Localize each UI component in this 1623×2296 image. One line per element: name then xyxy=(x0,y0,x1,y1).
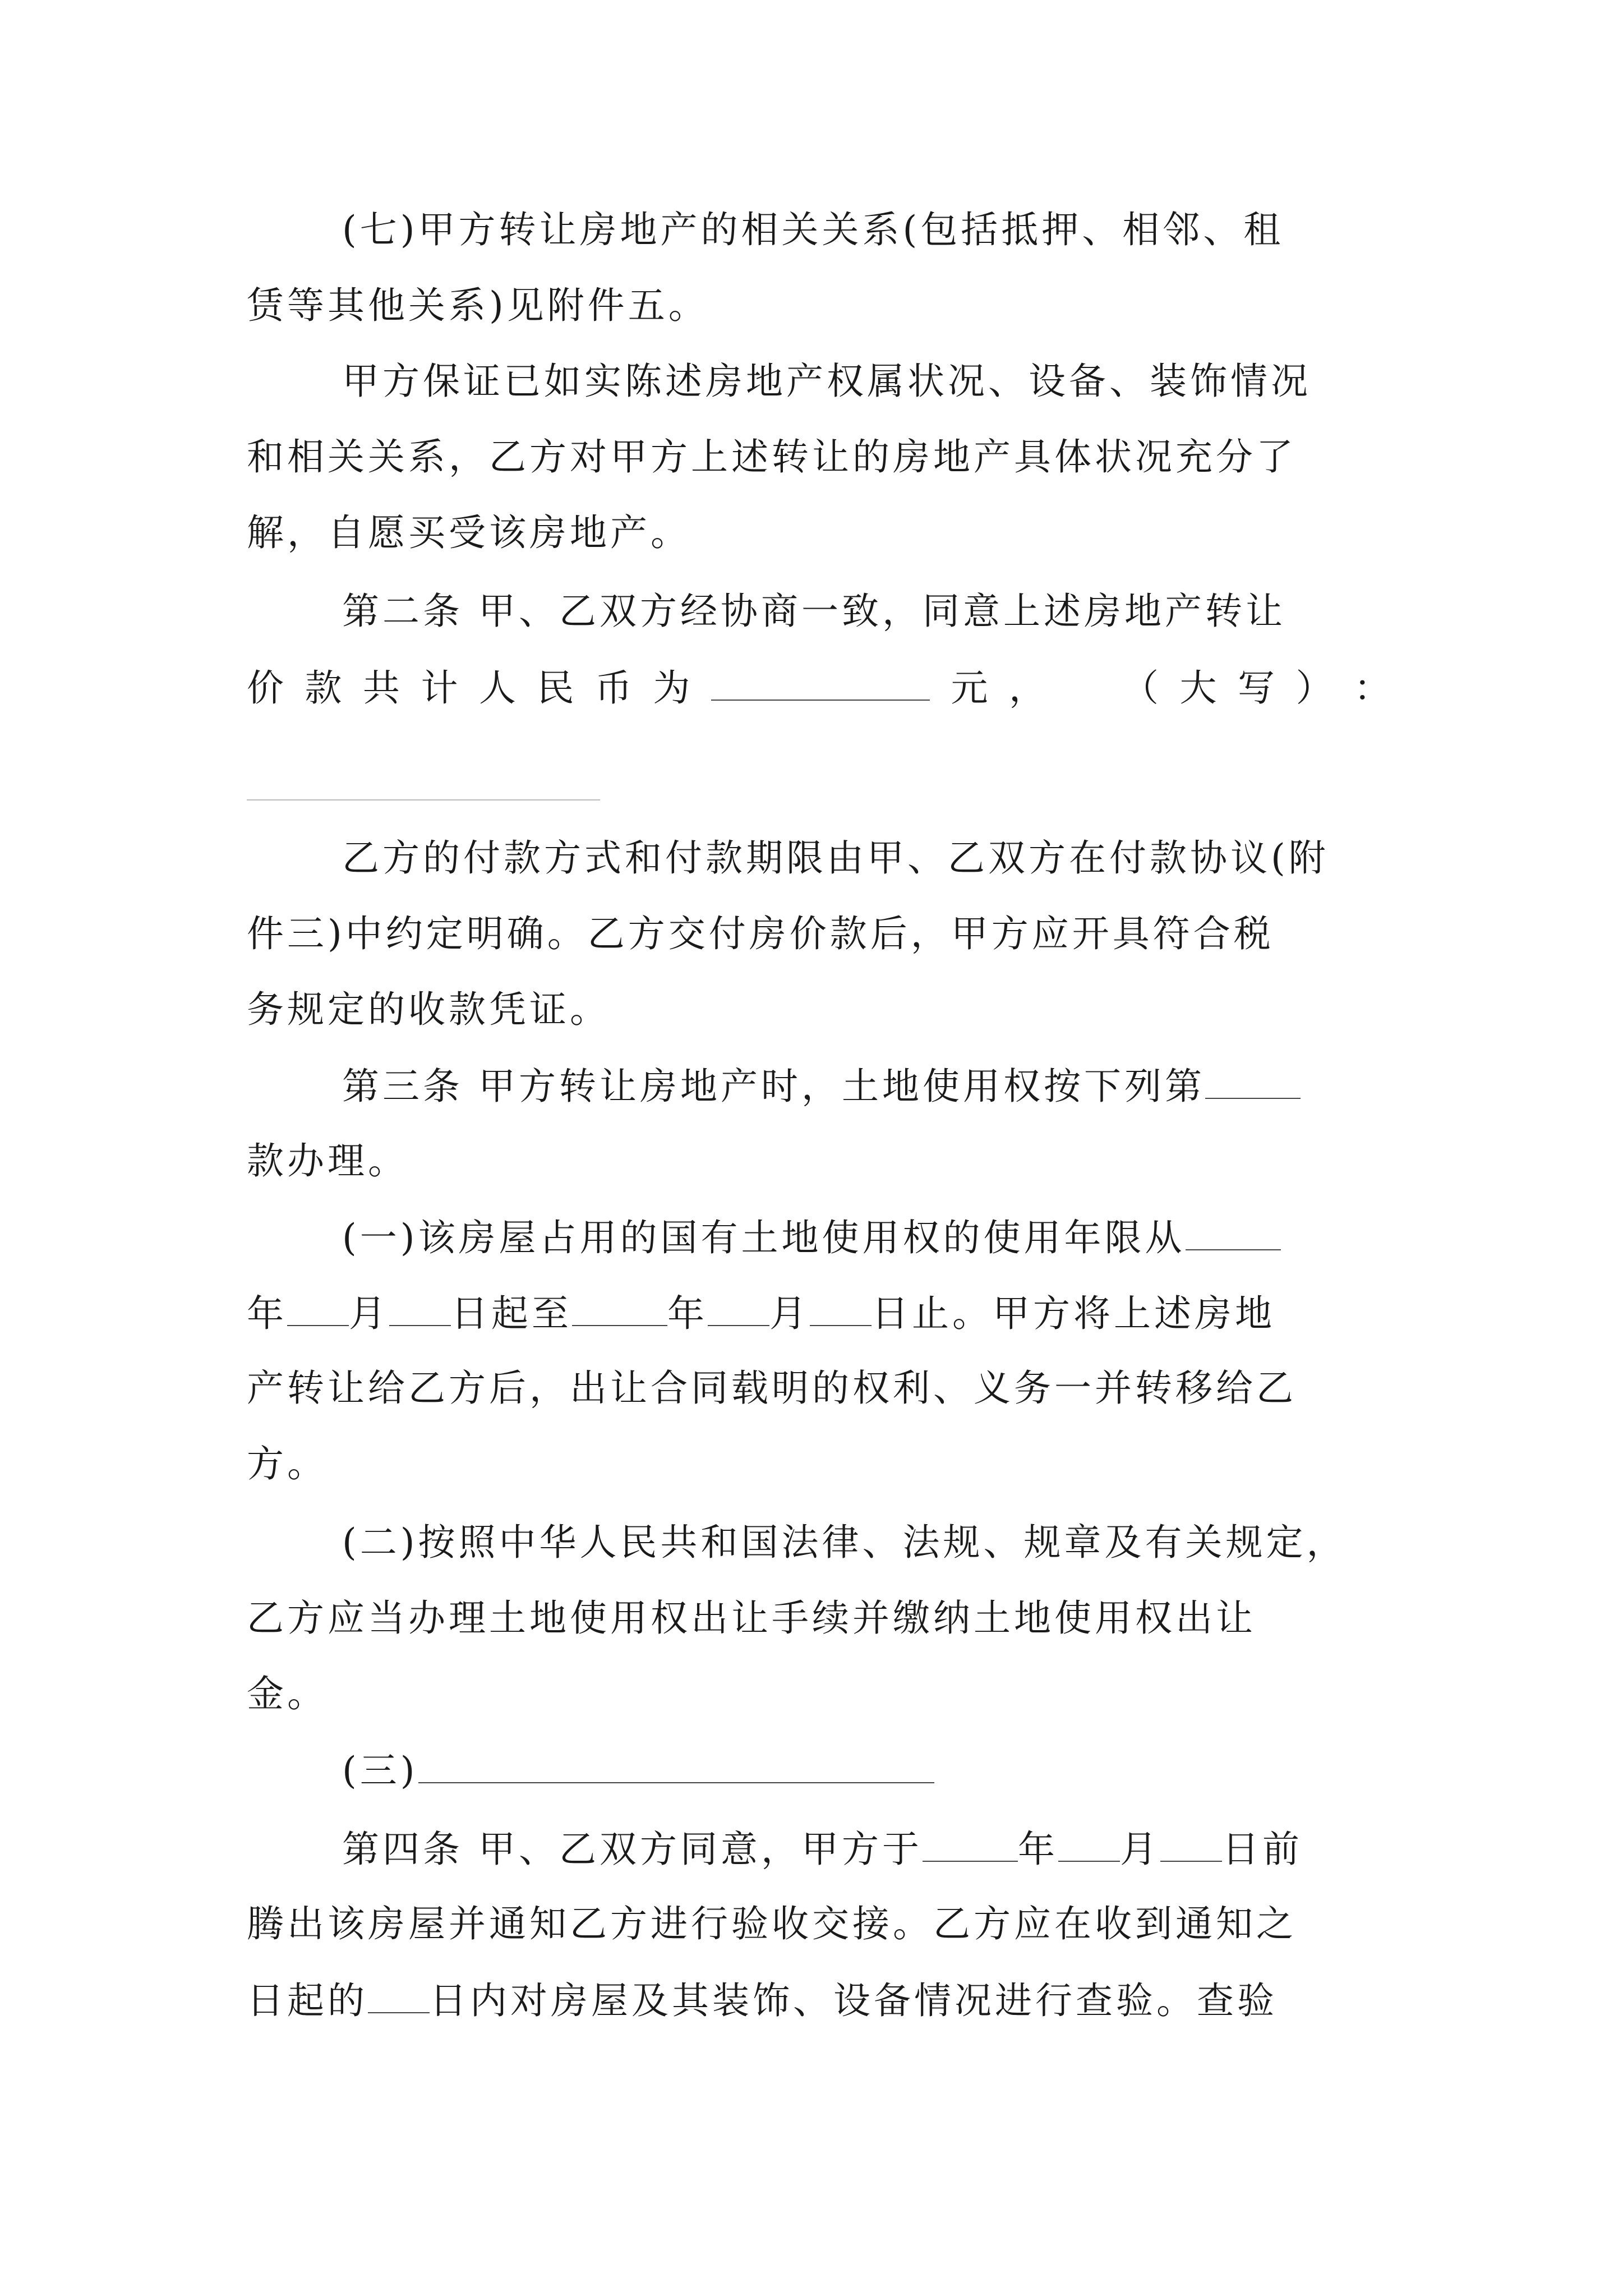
payment-line-3: 务规定的收款凭证。 xyxy=(247,988,610,1031)
article-4-text-3a: 日起的 xyxy=(247,1979,368,2022)
month-label: 月 xyxy=(769,1292,810,1335)
price-amount-blank[interactable] xyxy=(711,665,930,701)
price-char: 为 xyxy=(653,666,690,710)
price-in-words-blank[interactable] xyxy=(247,799,600,800)
end-month-blank[interactable] xyxy=(708,1290,769,1326)
article-3-line-1 xyxy=(342,1063,1301,1109)
price-char: 共 xyxy=(363,666,400,710)
end-day-blank[interactable] xyxy=(810,1290,872,1326)
daxie-char: （ xyxy=(1122,666,1159,710)
clause-1-line-3: 产转让给乙方后，出让合同载明的权利、义务一并转移给乙 xyxy=(247,1366,1297,1410)
guarantee-line-2: 和相关关系，乙方对甲方上述转让的房地产具体状况充分了 xyxy=(247,435,1297,478)
clause-1-line-4: 方。 xyxy=(247,1442,328,1485)
month-label: 月 xyxy=(349,1292,389,1335)
guarantee-line-1: 甲方保证已如实陈述房地产权属状况、设备、装饰情况 xyxy=(342,360,1311,403)
start-day-blank[interactable] xyxy=(389,1290,451,1326)
daxie-char: ） xyxy=(1295,666,1333,710)
clause-2-line-2: 乙方应当办理土地使用权出让手续并缴纳土地使用权出让 xyxy=(247,1596,1256,1640)
year-label: 年 xyxy=(667,1292,708,1335)
clause-1-line-1 xyxy=(342,1214,1281,1260)
article-4-line-2: 腾出该房屋并通知乙方进行验收交接。乙方应在收到通知之 xyxy=(247,1902,1297,1945)
para-7-line-1: (七)甲方转让房地产的相关关系(包括抵押、相邻、租 xyxy=(342,208,1284,251)
para-7-line-2: 赁等其他关系)见附件五。 xyxy=(247,284,709,327)
clause-1-text-2: 日止。甲方将上述房地 xyxy=(872,1292,1275,1335)
payment-line-1: 乙方的付款方式和付款期限由甲、乙双方在付款协议(附 xyxy=(342,836,1329,880)
daxie-char: 写 xyxy=(1238,666,1275,710)
clause-2-line-1: (二)按照中华人民共和国法律、法规、规章及有关规定， xyxy=(342,1521,1347,1564)
price-comma: ， xyxy=(1009,666,1046,710)
price-unit: 元 xyxy=(951,666,988,710)
before-label: 日前 xyxy=(1221,1828,1303,1871)
day-from-label: 日起至 xyxy=(451,1292,572,1335)
vacate-month-blank[interactable] xyxy=(1058,1826,1120,1862)
price-char: 人 xyxy=(479,666,516,710)
article-3-line-2: 款办理。 xyxy=(247,1139,408,1182)
start-year-blank[interactable] xyxy=(1186,1214,1281,1250)
article-3-text: 第三条 甲方转让房地产时，土地使用权按下列第 xyxy=(342,1065,1205,1108)
article-4-text: 第四条 甲、乙双方同意，甲方于 xyxy=(342,1828,923,1871)
start-month-blank[interactable] xyxy=(287,1290,349,1326)
price-char: 价 xyxy=(247,666,284,710)
guarantee-line-3: 解，自愿买受该房地产。 xyxy=(247,511,691,554)
year-label: 年 xyxy=(247,1292,287,1335)
clause-number-blank[interactable] xyxy=(1205,1063,1301,1099)
price-char: 民 xyxy=(537,666,574,710)
year-label: 年 xyxy=(1017,1828,1058,1871)
daxie-char: 大 xyxy=(1179,666,1217,710)
price-char: 计 xyxy=(421,666,458,710)
clause-3-line-1 xyxy=(342,1747,934,1793)
payment-line-2: 件三)中约定明确。乙方交付房价款后，甲方应开具符合税 xyxy=(247,912,1274,955)
month-label: 月 xyxy=(1119,1828,1160,1871)
vacate-day-blank[interactable] xyxy=(1160,1826,1222,1862)
clause-3-label: (三) xyxy=(342,1749,418,1792)
clause-1-line-2 xyxy=(247,1290,1275,1336)
clause-3-blank[interactable] xyxy=(418,1747,934,1783)
article-2-line-2 xyxy=(247,665,1391,711)
daxie-char: ： xyxy=(1354,666,1391,710)
clause-2-line-3: 金。 xyxy=(247,1672,328,1715)
vacate-year-blank[interactable] xyxy=(923,1826,1018,1862)
article-4-line-1 xyxy=(342,1826,1303,1872)
price-char: 币 xyxy=(595,666,632,710)
article-2-line-1: 第二条 甲、乙双方经协商一致，同意上述房地产转让 xyxy=(342,590,1286,633)
end-year-blank[interactable] xyxy=(572,1290,667,1326)
inspection-days-blank[interactable] xyxy=(368,1977,430,2013)
article-4-line-3 xyxy=(247,1977,1278,2023)
article-4-text-3b: 日内对房屋及其装饰、设备情况进行查验。查验 xyxy=(430,1979,1278,2022)
price-char: 款 xyxy=(305,666,342,710)
clause-1-text: (一)该房屋占用的国有土地使用权的使用年限从 xyxy=(342,1216,1186,1259)
